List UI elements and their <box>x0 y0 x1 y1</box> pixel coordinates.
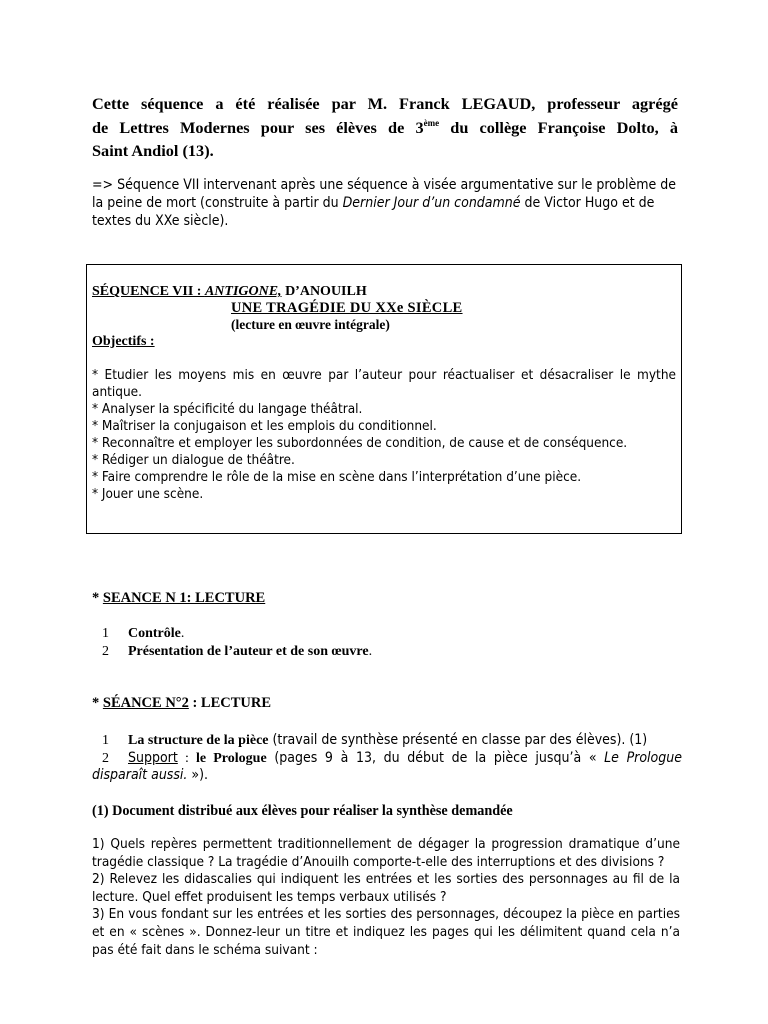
support-colon: : <box>177 751 196 766</box>
document-heading: (1) Document distribué aux élèves pour réaliser la synthèse demandée <box>92 803 513 819</box>
objective-item: * Etudier les moyens mis en œuvre par l’auteur pour réactualiser et désacraliser le mythe antique. <box>92 367 676 400</box>
seance-2-item-1 <box>92 732 682 749</box>
sequence-reading-type: (lecture en œuvre intégrale) <box>231 317 390 332</box>
questions-block <box>92 836 680 959</box>
seance-1-star: * <box>92 590 103 606</box>
objective-item: * Rédiger un dialogue de théâtre. <box>92 452 295 468</box>
item-rest: . <box>368 644 373 659</box>
note-work-title: Dernier Jour d’un condamné <box>342 195 521 211</box>
objective-item: * Analyser la spécificité du langage théâtral. <box>92 401 363 417</box>
sequence-context-note <box>92 176 680 230</box>
objective-item: * Faire comprendre le rôle de la mise en scène dans l’interprétation d’une pièce. <box>92 469 582 485</box>
item-rest: . <box>180 626 185 641</box>
credit-line-2 <box>92 116 678 140</box>
credit-line-1: Cette séquence a été réalisée par M. Franck LEGAUD, professeur agrégé <box>92 94 678 113</box>
credit-line-2a: de Lettres Modernes pour ses élèves de 3 <box>92 117 424 137</box>
item-label: Contrôle <box>128 626 181 641</box>
item-label: La structure de la pièce <box>128 733 269 748</box>
question-3: 3) En vous fondant sur les entrées et les sorties des personnages, découpez la pièce en parties et en « scènes ». Donnez-leur un titre et indiquez les pages qui les délimitent quand cela n’a pas été fait dans le schéma suivant : <box>92 906 680 958</box>
item-number: 1 <box>102 626 109 641</box>
seance-2-item-2 <box>92 750 682 784</box>
item-number: 2 <box>102 751 109 766</box>
sequence-box-content <box>92 283 676 503</box>
objectives-list <box>92 367 676 503</box>
item-number: 1 <box>102 733 109 748</box>
credit-line-3: Saint Andiol (13). <box>92 141 214 160</box>
objectives-label: Objectifs : <box>92 334 155 349</box>
sequence-title-prefix: SÉQUENCE VII : <box>92 284 205 299</box>
sequence-box <box>86 264 682 534</box>
note-part-1: => Séquence VII intervenant après une séquence à visée argumentative sur le problème de la peine de mort (construite à partir du <box>92 177 677 211</box>
support-label: Support <box>128 750 178 766</box>
seance-1-item-1 <box>92 625 184 642</box>
item-label: Présentation de l’auteur et de son œuvre <box>128 644 369 659</box>
item-number: 2 <box>102 644 109 659</box>
objective-item: * Maîtriser la conjugaison et les emplois du conditionnel. <box>92 418 437 434</box>
sequence-title <box>92 283 676 300</box>
sequence-title-author: D’ANOUILH <box>281 284 367 299</box>
seance-2-title-rest: : LECTURE <box>188 695 272 711</box>
seance-1-item-2 <box>92 643 372 660</box>
sequence-subtitle: UNE TRAGÉDIE DU XXe SIÈCLE <box>231 300 463 316</box>
question-1: 1) Quels repères permettent traditionnellement de dégager la progression dramatique d’une tragédie classique ? La tragédie d’Anouilh comporte-t-elle des interruptions et des divisions ? <box>92 836 680 870</box>
sequence-title-work: ANTIGONE, <box>204 284 282 299</box>
seance-2-heading <box>92 695 271 712</box>
credit-line-2b: du collège Françoise Dolto, à <box>439 117 679 137</box>
question-2: 2) Relevez les didascalies qui indiquent les entrées et les sorties des personnages au fil de la lecture. Quel effet produisent les temps verbaux utilisés ? <box>92 871 680 905</box>
seance-1-heading <box>92 590 265 607</box>
item-rest: (pages 9 à 13, du début de la pièce jusqu’à « <box>266 750 605 766</box>
note-part-2: de Victor Hugo et de textes du XXe siècle). <box>92 195 655 229</box>
item-label: le Prologue <box>196 751 267 766</box>
item-rest: (travail de synthèse présenté en classe par des élèves). (1) <box>268 732 648 748</box>
grade-superscript: ème <box>423 117 440 128</box>
author-credit <box>92 92 678 163</box>
seance-2-title: SÉANCE N°2 <box>102 695 189 711</box>
item-end: »). <box>187 767 209 783</box>
objective-item: * Reconnaître et employer les subordonnées de condition, de cause et de conséquence. <box>92 435 628 451</box>
seance-1-title: SEANCE N 1: LECTURE <box>102 590 266 606</box>
item-quote: Le Prologue disparaît aussi. <box>92 750 682 783</box>
objective-item: * Jouer une scène. <box>92 486 204 502</box>
seance-2-star: * <box>92 695 103 711</box>
